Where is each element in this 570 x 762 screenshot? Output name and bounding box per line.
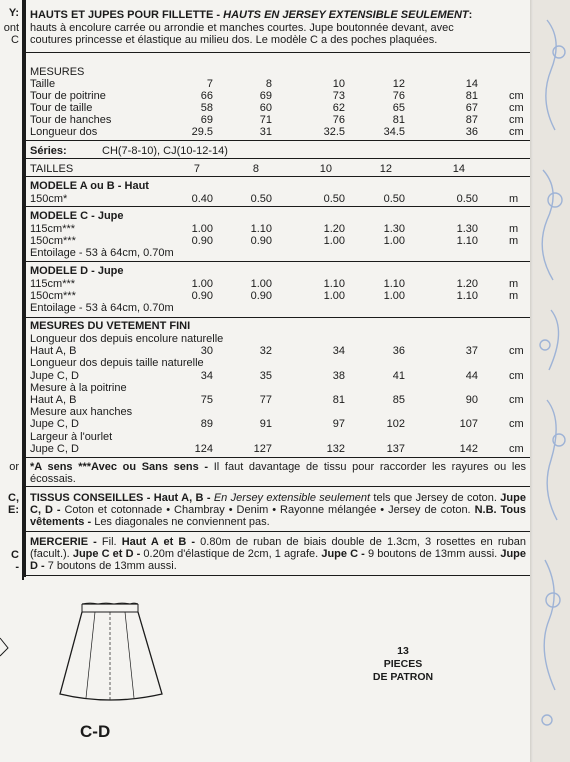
value-cell: 12	[392, 78, 405, 90]
left-fragment: Y:	[8, 7, 19, 19]
value-cell: 81	[392, 114, 405, 126]
value-cell: 65	[392, 102, 405, 114]
value-cell: 73	[332, 90, 345, 102]
value-cell: 1.00	[323, 290, 345, 302]
value-cell: 58	[200, 102, 213, 114]
left-fragment: ont	[3, 22, 19, 34]
value-cell: 1.30	[456, 223, 478, 235]
view-ab-title: MODELE A ou B - Haut	[30, 180, 149, 192]
value-cell: 127	[253, 442, 272, 455]
size-cell: 7	[193, 163, 200, 175]
left-fragment: C	[11, 549, 19, 561]
view-c-title: MODELE C - Jupe	[30, 210, 124, 222]
value-cell: 32.5	[323, 126, 345, 138]
unit-cell: cm	[509, 345, 524, 358]
value-cell: 10	[332, 78, 345, 90]
value-cell: 1.10	[383, 278, 405, 290]
left-fragment: C	[11, 34, 19, 46]
value-cell: 0.90	[250, 290, 272, 302]
value-cell: 1.20	[323, 223, 345, 235]
divider	[24, 486, 531, 487]
value-cell: 37	[465, 345, 478, 358]
pieces-label: PIECES	[383, 658, 423, 670]
unit-cell: m	[509, 278, 519, 290]
value-cell: 76	[332, 114, 345, 126]
value-cell: 81	[465, 90, 478, 102]
value-cell: 34.5	[383, 126, 405, 138]
value-cell: 87	[465, 114, 478, 126]
value-cell: 1.00	[323, 235, 345, 247]
row-label: Longueur dos depuis encolure naturelle	[30, 333, 224, 345]
divider	[24, 206, 531, 207]
value-cell: 31	[259, 126, 272, 138]
pattern-title: HAUTS ET JUPES POUR FILLETTE - HAUTS EN JERSEY EXTENSIBLE SEULEMENT:	[30, 9, 473, 21]
value-cell: 77	[259, 394, 272, 406]
value-cell: 0.50	[383, 193, 405, 205]
value-cell: 8	[265, 78, 272, 90]
value-cell: 97	[332, 418, 345, 431]
divider	[24, 158, 531, 159]
unit-cell: m	[509, 235, 519, 247]
value-cell: 132	[326, 442, 345, 455]
floral-pattern	[533, 0, 570, 762]
value-cell: 1.30	[383, 223, 405, 235]
value-cell: 91	[259, 418, 272, 431]
suggested-fabrics: TISSUS CONSEILLES - Haut A, B - En Jersey extensible seulement tels que Jersey de coton. Jupe C, D - Coton et cotonnade • Chambray • Denim • Rayonne mélangée • Jersey de coton. N.B. Tous vêtements - Les diagonales ne conviennent pas.	[30, 492, 526, 528]
row-label: Jupe C, D	[30, 418, 79, 431]
value-cell: 34	[332, 345, 345, 358]
row-label: 150cm*	[30, 193, 68, 205]
skirt-drawing	[50, 590, 170, 710]
interfacing-note: Entoilage - 53 à 64cm, 0.70m	[30, 302, 174, 314]
row-label: Haut A, B	[30, 345, 77, 358]
left-fragment: or	[9, 461, 19, 473]
value-cell: 1.00	[250, 278, 272, 290]
frame-left	[24, 0, 26, 577]
row-label: Jupe C, D	[30, 442, 79, 455]
pieces-number: 13	[397, 645, 409, 657]
divider	[24, 140, 531, 141]
row-label: Tour de taille	[30, 102, 93, 114]
row-label: Tour de poitrine	[30, 90, 106, 102]
divider	[24, 52, 531, 53]
value-cell: 29.5	[191, 126, 213, 138]
size-cell: 14	[452, 163, 465, 175]
row-label: 150cm***	[30, 235, 76, 247]
measurements-title: MESURES	[30, 66, 85, 78]
row-label: Longueur dos depuis taille naturelle	[30, 357, 204, 370]
value-cell: 107	[459, 418, 478, 431]
unit-cell: cm	[509, 418, 524, 431]
value-cell: 124	[194, 442, 213, 455]
value-cell: 1.10	[323, 278, 345, 290]
left-column-fragment	[0, 0, 24, 580]
unit-cell: cm	[509, 90, 524, 102]
nap-note: *A sens ***Avec ou Sans sens - Il faut davantage de tissu pour raccorder les rayures ou les écossais.	[30, 461, 526, 485]
row-label: Haut A, B	[30, 394, 77, 406]
value-cell: 102	[386, 418, 405, 431]
row-label: 115cm***	[30, 223, 76, 235]
value-cell: 7	[206, 78, 213, 90]
value-cell: 76	[392, 90, 405, 102]
value-cell: 1.00	[191, 223, 213, 235]
value-cell: 30	[200, 345, 213, 358]
value-cell: 1.10	[456, 290, 478, 302]
value-cell: 0.90	[191, 290, 213, 302]
value-cell: 89	[200, 418, 213, 431]
value-cell: 0.40	[191, 193, 213, 205]
series-value: CH(7-8-10), CJ(10-12-14)	[102, 145, 228, 157]
value-cell: 36	[392, 345, 405, 358]
row-label: Jupe C, D	[30, 369, 79, 382]
value-cell: 142	[459, 442, 478, 455]
unit-cell: cm	[509, 394, 524, 406]
value-cell: 75	[200, 394, 213, 406]
value-cell: 71	[259, 114, 272, 126]
value-cell: 44	[465, 369, 478, 382]
interfacing-note: Entoilage - 53 à 64cm, 0.70m	[30, 247, 174, 259]
value-cell: 32	[259, 345, 272, 358]
row-label: Longueur dos	[30, 126, 98, 138]
row-label: Largeur à l'ourlet	[30, 430, 113, 443]
value-cell: 81	[332, 394, 345, 406]
value-cell: 66	[200, 90, 213, 102]
left-fragment: C,	[8, 492, 19, 504]
view-d-title: MODELE D - Jupe	[30, 265, 124, 277]
value-cell: 38	[332, 369, 345, 382]
value-cell: 90	[465, 394, 478, 406]
value-cell: 34	[200, 369, 213, 382]
unit-cell: cm	[509, 114, 524, 126]
value-cell: 0.50	[456, 193, 478, 205]
description-line: coutures princesse et élastique au milieu dos. Le modèle C a des poches plaquées.	[30, 34, 438, 46]
pieces-label: DE PATRON	[372, 671, 434, 683]
unit-cell: cm	[509, 369, 524, 382]
value-cell: 69	[200, 114, 213, 126]
row-label: Tour de hanches	[30, 114, 112, 126]
unit-cell: m	[509, 290, 519, 302]
divider	[24, 261, 531, 262]
value-cell: 1.00	[383, 290, 405, 302]
divider	[24, 575, 531, 576]
row-label: 115cm***	[30, 278, 76, 290]
left-fragment: -	[15, 561, 19, 573]
value-cell: 0.90	[250, 235, 272, 247]
row-label: Taille	[30, 78, 56, 90]
value-cell: 35	[259, 369, 272, 382]
row-label: Mesure à la poitrine	[30, 381, 127, 394]
unit-cell: cm	[509, 126, 524, 138]
description-line: hauts à encolure carrée ou arrondie et manches courtes. Jupe boutonnée devant, avec	[30, 22, 454, 34]
sizes-label: TAILLES	[30, 163, 74, 175]
background-fabric	[533, 0, 570, 762]
divider	[24, 317, 531, 318]
unit-cell: m	[509, 223, 519, 235]
finished-title: MESURES DU VETEMENT FINI	[30, 320, 191, 332]
value-cell: 137	[386, 442, 405, 455]
divider	[24, 457, 531, 458]
value-cell: 1.10	[250, 223, 272, 235]
value-cell: 67	[465, 102, 478, 114]
value-cell: 69	[259, 90, 272, 102]
size-cell: 12	[379, 163, 392, 175]
divider	[24, 176, 531, 177]
value-cell: 85	[392, 394, 405, 406]
notions: MERCERIE - Fil. Haut A et B - 0.80m de ruban de biais double de 1.3cm, 3 rosettes en ruban (facult.). Jupe C et D - 0.20m d'élastique de 2cm, 1 agrafe. Jupe C - 9 boutons de 13mm aussi. Jupe D - 7 boutons de 13mm aussi.	[30, 536, 527, 572]
pattern-pieces-count	[350, 645, 456, 684]
unit-cell: m	[509, 193, 519, 205]
size-cell: 8	[252, 163, 259, 175]
unit-cell: cm	[509, 102, 524, 114]
value-cell: 36	[465, 126, 478, 138]
value-cell: 1.10	[456, 235, 478, 247]
value-cell: 1.00	[191, 278, 213, 290]
value-cell: 1.20	[456, 278, 478, 290]
unit-cell: cm	[509, 442, 524, 455]
partial-garment-drawing	[0, 580, 30, 660]
value-cell: 1.00	[383, 235, 405, 247]
value-cell: 60	[259, 102, 272, 114]
value-cell: 62	[332, 102, 345, 114]
size-cell: 10	[319, 163, 332, 175]
row-label: Mesure aux hanches	[30, 406, 133, 419]
value-cell: 0.90	[191, 235, 213, 247]
divider	[24, 531, 531, 532]
left-fragment: E:	[8, 504, 19, 516]
value-cell: 0.50	[323, 193, 345, 205]
value-cell: 0.50	[250, 193, 272, 205]
value-cell: 41	[392, 369, 405, 382]
value-cell: 14	[465, 78, 478, 90]
row-label: 150cm***	[30, 290, 76, 302]
view-label: C-D	[80, 722, 111, 741]
series-label: Séries:	[30, 145, 67, 157]
